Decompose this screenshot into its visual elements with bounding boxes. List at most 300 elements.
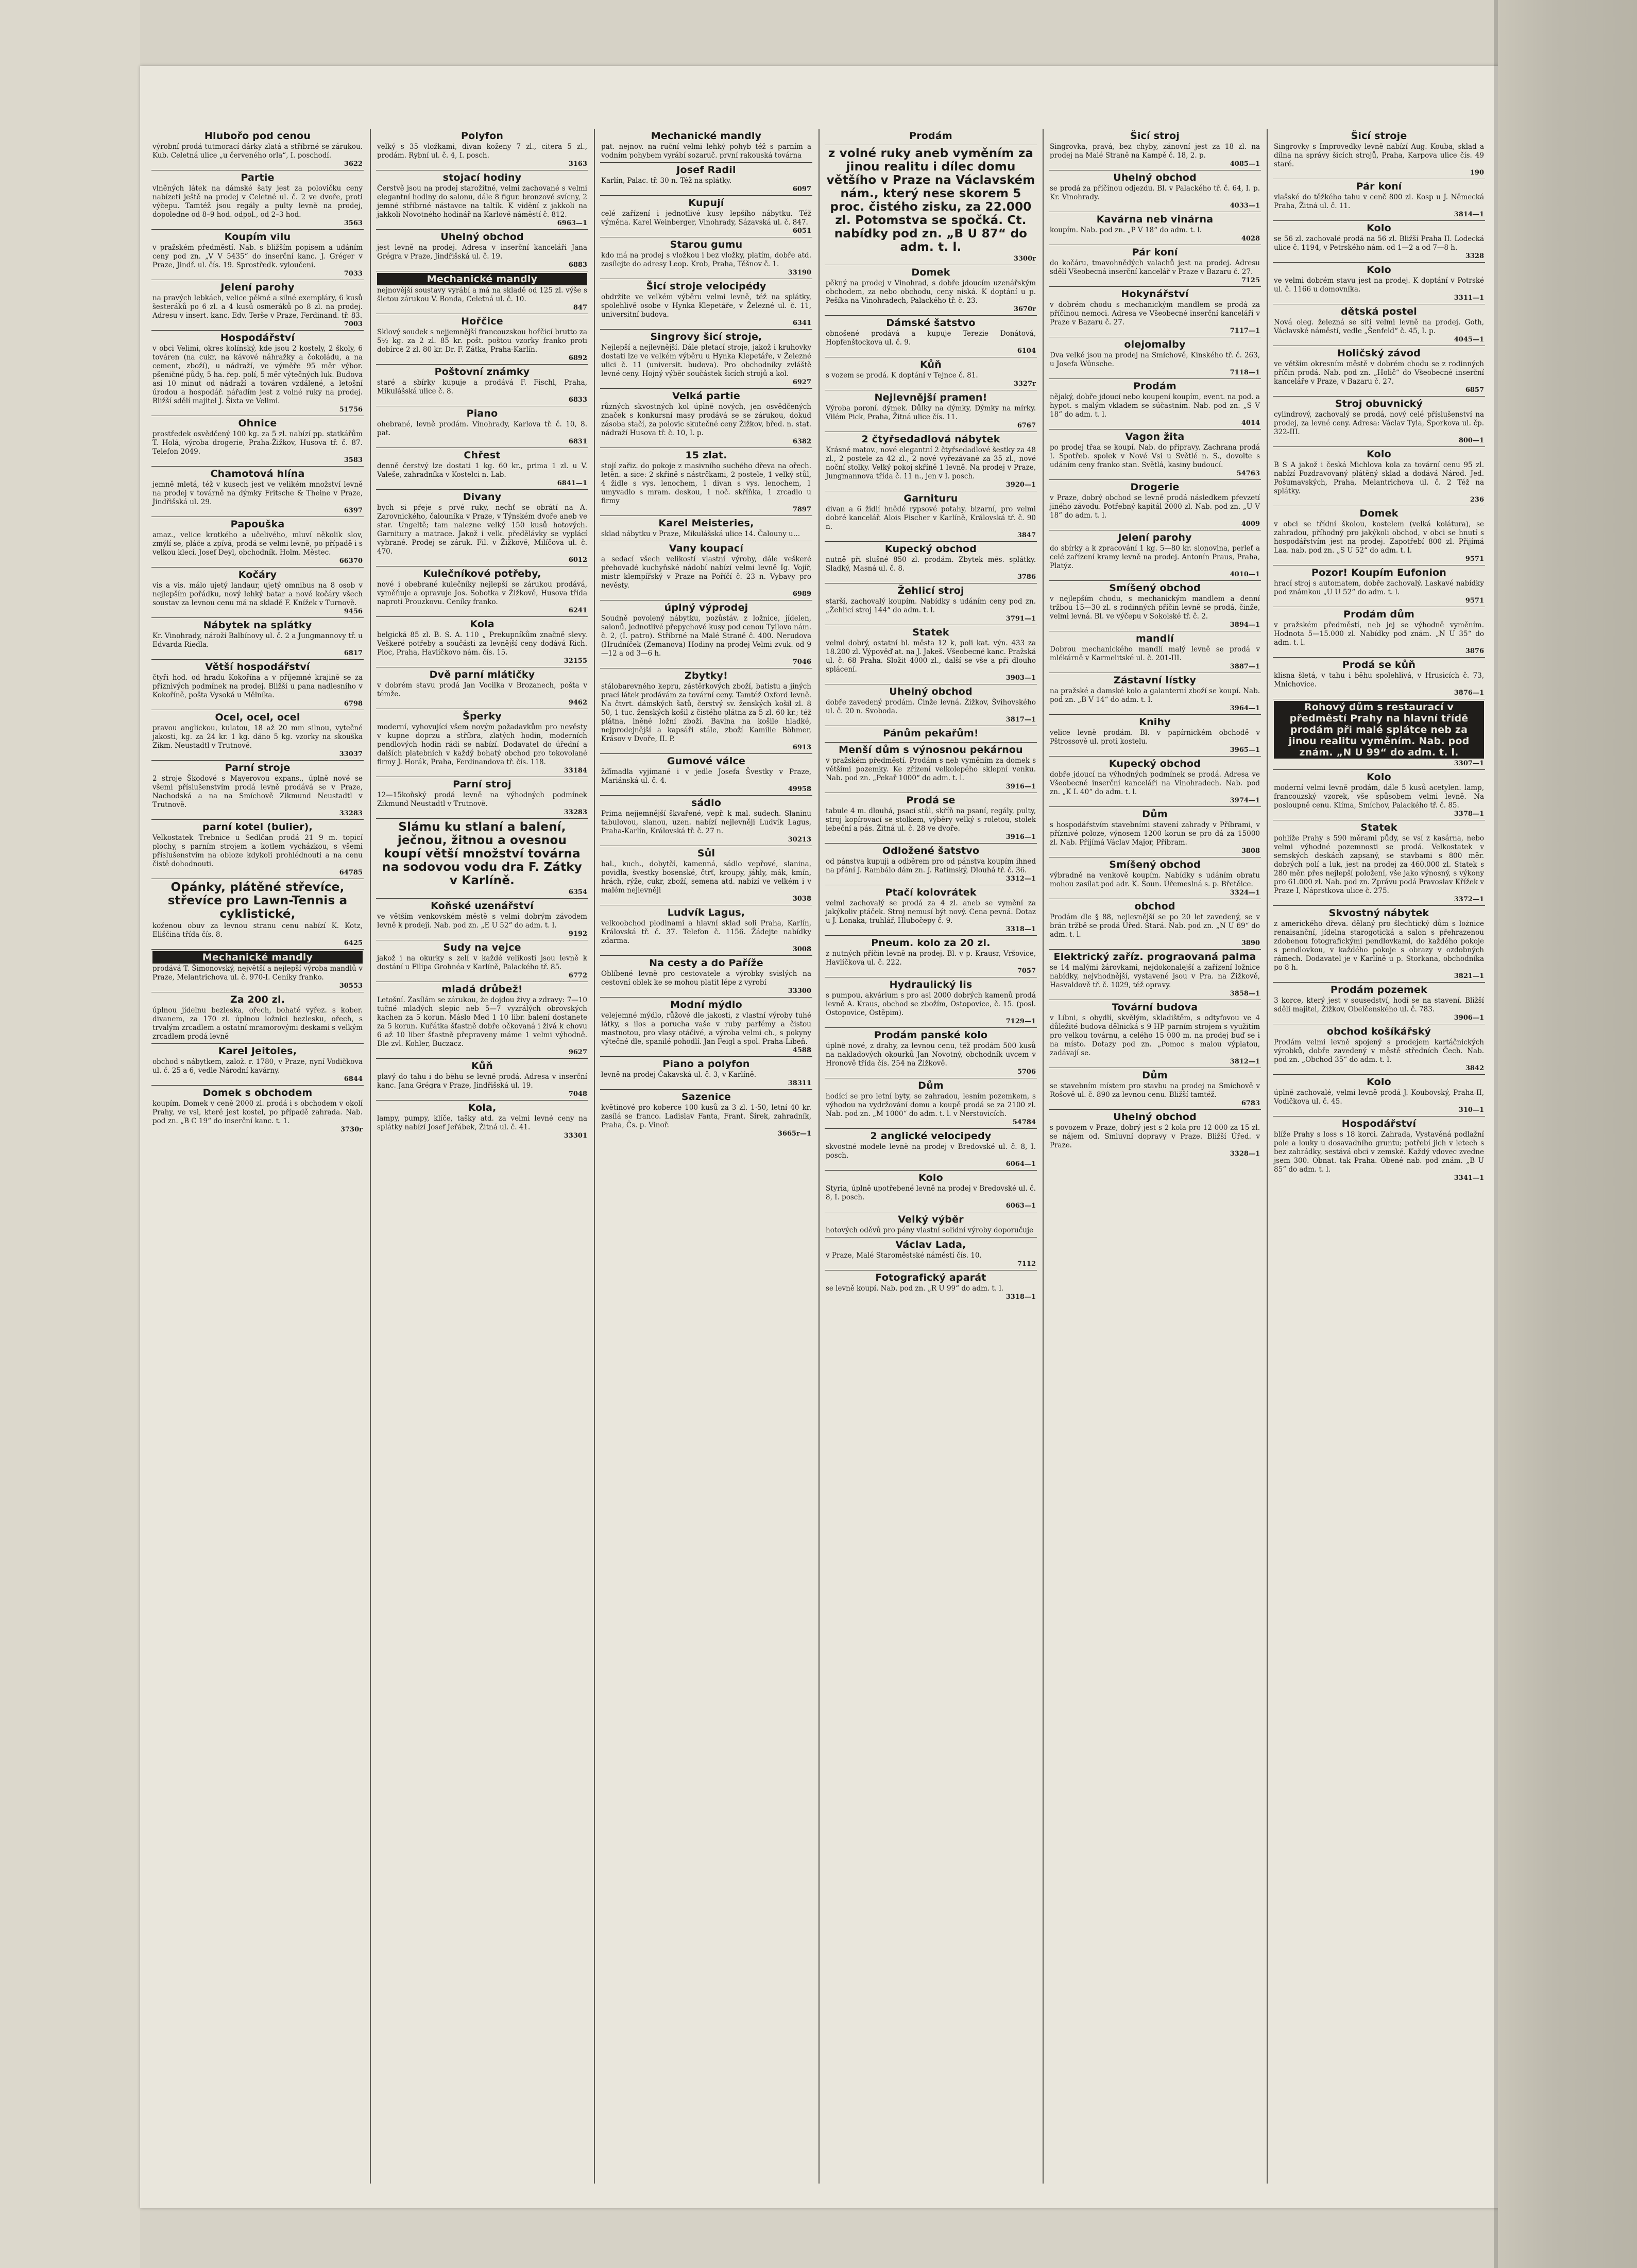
classified-ad bbox=[151, 280, 364, 330]
ad-code: 6354 bbox=[568, 888, 587, 896]
ad-code: 49958 bbox=[788, 785, 811, 793]
ad-headline: Smíšený obchod bbox=[1109, 582, 1201, 594]
classified-ad bbox=[151, 416, 364, 466]
ad-headline: Poštovní známky bbox=[434, 366, 530, 377]
ad-body: staré a sbírky kupuje a prodává F. Fischl, Praha, Mikulášská ulice č. 8. bbox=[377, 379, 587, 396]
ad-code: 3808 bbox=[1241, 847, 1260, 855]
ad-body: úplně nové, z drahy, za levnou cenu, též prodám 500 kusů na nakladových okourků Jan Novotný, obchodník uvcem v Hronově třída čís. 254 na Žižkově. bbox=[826, 1042, 1036, 1068]
ad-headline: Mechanické mandly bbox=[651, 130, 762, 142]
ad-headline: Menší dům s výnosnou pekárnou bbox=[839, 744, 1023, 755]
ad-headline: z volné ruky aneb vyměním za jinou realitu i dílec domu většího v Praze na Václavském nám., který nese skorem 5 proc. čistého zisku, za 22.000 zl. Potomstva se spočká. Ct. nabídky pod zn. „B U 87“ do adm. t. l. bbox=[826, 147, 1035, 254]
ad-headline: Knihy bbox=[1139, 716, 1171, 728]
ad-headline: Uhelný obchod bbox=[1113, 1111, 1197, 1123]
classified-ad bbox=[1273, 607, 1485, 657]
ad-body: velice levně prodám. Bl. v papírnickém obchodě v Pštrossově ul. proti kostelu. bbox=[1050, 729, 1260, 746]
ad-body: s pumpou, akvárium s pro asi 2000 dobrých kamenů prodá levně A. Kraus, obchod se zbožím, Ostopovice, č. 15. (posl. Ostopovice, Ostěpim). bbox=[826, 991, 1036, 1017]
classified-ad bbox=[1273, 262, 1485, 304]
classified-ad bbox=[1273, 396, 1485, 446]
ad-body: Krásné matov., nové elegantní 2 čtyřsedadlové šestky za 48 zl., 2 postele za 42 zl., 2 nové vyřezávané za 35 zl., nové noční stolky. Velký pokoj skříně 1 levně. Na prodej v Praze, Jungmannova třída č. 11 n., jen v I. posch. bbox=[826, 446, 1036, 480]
ad-headline: sádlo bbox=[691, 797, 722, 809]
classified-ad bbox=[376, 229, 588, 271]
ad-headline: Jelení parohy bbox=[220, 282, 295, 293]
ad-headline: Holičský závod bbox=[1337, 348, 1421, 359]
classified-ad bbox=[825, 1212, 1037, 1237]
ad-headline: Ohnice bbox=[238, 418, 277, 429]
ad-code: 9462 bbox=[568, 699, 587, 707]
classified-ad bbox=[376, 448, 588, 489]
ad-code: 3670r bbox=[1013, 305, 1036, 313]
ad-headline: Pánům pekařům! bbox=[883, 728, 979, 739]
ad-code: 3817—1 bbox=[1005, 716, 1036, 724]
classified-ad bbox=[151, 710, 364, 760]
ad-body: hotových oděvů pro pány vlastní solidní výroby doporučuje bbox=[826, 1226, 1034, 1234]
ad-code: 3964—1 bbox=[1230, 705, 1260, 712]
page-fold bbox=[1498, 0, 1637, 2268]
ad-body: se levně koupí. Nab. pod zn. „R U 99“ do adm. t. l. bbox=[826, 1284, 1004, 1293]
ad-code: 54784 bbox=[1012, 1119, 1036, 1126]
ad-headline: Josef Radil bbox=[676, 164, 736, 176]
ad-body: výrobní prodá tutmorací dárky zlatá a stříbrné se zárukou. Kub. Celetná ulice „u červeného orla“, I. poschodí. bbox=[152, 143, 363, 160]
ad-body: v Praze, dobrý obchod se levně prodá následkem převzetí jiného závodu. Potřebný kapitál 2000 zl. Nab. pod zn. „U V 18“ do adm. t. l. bbox=[1050, 494, 1260, 520]
classified-ad bbox=[600, 795, 812, 846]
ad-body: klisna šletá, v tahu i běhu spolehlivá, v Hrusicích č. 73, Mnichovice. bbox=[1274, 672, 1484, 689]
ad-headline: Kolo bbox=[1367, 222, 1391, 234]
classified-ad bbox=[600, 329, 812, 388]
classified-ad bbox=[1049, 857, 1261, 899]
ad-body: belgická 85 zl. B. S. A. 110 „ Prekupníkům značně slevy. Veškeré potřeby a součásti za levnější ceny dodává Rich. Ploc, Praha, Havlíčkovo nám. čís. 15. bbox=[377, 631, 587, 657]
column-3 bbox=[600, 129, 812, 2184]
ad-headline: Žehlicí stroj bbox=[897, 585, 964, 596]
ad-body: sklad nábytku v Praze, Mikulášská ulice 14. Čalouny u… bbox=[601, 530, 800, 538]
ad-headline: Domek s obchodem bbox=[202, 1087, 313, 1098]
ad-headline: Uhelný obchod bbox=[1113, 172, 1197, 183]
ad-headline: Karel Meisteries, bbox=[658, 518, 754, 529]
ad-body: hrací stroj s automatem, dobře zachovalý. Laskavé nabídky pod známkou „U U 52“ do adm. t. l. bbox=[1274, 579, 1484, 596]
ad-code: 3858—1 bbox=[1230, 990, 1260, 998]
ad-body: se prodá za příčinou odjezdu. Bl. v Palackého tř. č. 64, I. p. Kr. Vinohrady. bbox=[1050, 184, 1260, 201]
ad-body: Karlín, Palac. tř. 30 n. Též na splátky. bbox=[601, 177, 732, 185]
classified-ad bbox=[151, 1043, 364, 1085]
classified-ad bbox=[600, 955, 812, 997]
classified-ad bbox=[151, 170, 364, 229]
ad-code: 51756 bbox=[339, 406, 363, 414]
ad-code: 3341—1 bbox=[1454, 1174, 1484, 1182]
classified-ad bbox=[1273, 304, 1485, 346]
classified-ad bbox=[151, 330, 364, 416]
ad-headline: olejomalby bbox=[1124, 339, 1186, 350]
classified-ad bbox=[825, 1078, 1037, 1128]
ad-body: amaz., velice krotkého a učelivého, mluví několik slov, zmýlí se, pláče a zpívá, prodá se velmi levně, po případě i s velkou klecí. Josef Deyl, obchodník. Holm. Městec. bbox=[152, 531, 363, 557]
classified-ad bbox=[600, 1089, 812, 1140]
ad-headline: Uhelný obchod bbox=[889, 686, 973, 697]
ad-headline: Vany koupací bbox=[669, 543, 744, 554]
ad-body: Prodám dle § 88, nejlevnější se po 20 let zavedený, se v brán tržbě se prodá Úřed. Stará. Nab. pod zn. „N U 69“ do adm. t. l. bbox=[1050, 913, 1260, 939]
ad-code: 7897 bbox=[792, 506, 811, 513]
ad-headline: Rohový dům s restaurací v předměstí Prahy na hlavní třídě prodám při malé splátce neb za jinou realitu vyměním. Nab. pod znám. „N U 99“ do adm. t. l. bbox=[1274, 701, 1484, 759]
ad-headline: Velký výběr bbox=[898, 1214, 964, 1225]
classified-ad bbox=[376, 271, 588, 314]
ad-code: 6012 bbox=[568, 556, 587, 564]
ad-headline: Pár koní bbox=[1356, 181, 1402, 192]
classified-ad bbox=[825, 315, 1037, 357]
classified-ad bbox=[376, 818, 588, 898]
classified-ad bbox=[1273, 220, 1485, 262]
ad-headline: Stroj obuvnický bbox=[1335, 398, 1423, 409]
classified-ad bbox=[825, 145, 1037, 265]
ad-body: čtyři hod. od hradu Kokořína a v příjemné krajině se za přiznivých podmínek na prodej. Bližší u pana nadlesního v Kokoříně, pošta Vysoká u Mělníka. bbox=[152, 674, 363, 699]
ad-body: Oblíbené levně pro cestovatele a výrobky svislých na cestovní oblek ke se mohou platit lépe z vyrobí bbox=[601, 970, 811, 987]
column-rule bbox=[819, 129, 820, 2184]
classified-ad bbox=[1273, 446, 1485, 506]
classified-ad bbox=[825, 742, 1037, 793]
ad-code: 7125 bbox=[1241, 277, 1260, 284]
classified-ad bbox=[825, 684, 1037, 726]
ad-code: 4010—1 bbox=[1230, 571, 1260, 578]
ad-code: 33184 bbox=[564, 767, 587, 775]
ad-code: 6833 bbox=[568, 396, 587, 404]
classified-ad bbox=[1049, 580, 1261, 631]
ad-headline: Kupují bbox=[688, 197, 724, 209]
ad-body: pěkný na prodej v Vinohrad, s dobře jdoucím uzenářským obchodem, za nebo obchodu, ceny niská. K doptání u p. Pešíka na Vinohradech, Palackého tř. č. 23. bbox=[826, 279, 1036, 305]
ad-body: dobře zavedený prodám. Činže levná. Žižkov, Švihovského ul. č. 20 n. Svoboda. bbox=[826, 698, 1036, 715]
ad-headline: Dámské šatstvo bbox=[886, 317, 976, 329]
classified-ad bbox=[1049, 170, 1261, 212]
ad-headline: Piano bbox=[466, 408, 498, 419]
classified-ad bbox=[600, 388, 812, 448]
ad-headline: Parní stroj bbox=[453, 779, 511, 790]
ad-headline: Koupím vilu bbox=[224, 231, 291, 243]
ad-body: divan a 6 židlí hnědé rypsové potahy, bizarní, pro velmi dobré kancelář. Alois Fischer v Karlíně, Královská tř. č. 90 n. bbox=[826, 505, 1036, 531]
ad-headline: Garnituru bbox=[903, 493, 958, 504]
ad-body: nutně při slušné 850 zl. prodám. Zbytek měs. splátky. Sladký, Masná ul. č. 8. bbox=[826, 556, 1036, 573]
ad-headline: Ludvík Lagus, bbox=[667, 907, 745, 918]
ad-code: 190 bbox=[1470, 169, 1484, 177]
ad-body: ohebrané, levně prodám. Vinohrady, Karlova tř. č. 10, 8. pat. bbox=[377, 420, 587, 437]
ad-code: 38311 bbox=[788, 1079, 811, 1087]
ad-body: v dobrém stavu prodá Jan Vocilka v Brozanech, pošta v témže. bbox=[377, 681, 587, 698]
ad-code: 3163 bbox=[568, 160, 587, 168]
ad-code: 33037 bbox=[339, 750, 363, 758]
ad-code: 9627 bbox=[568, 1049, 587, 1056]
ad-headline: Kolo bbox=[1367, 449, 1391, 460]
ad-headline: úplný výprodej bbox=[664, 602, 748, 613]
ad-headline: Jelení parohy bbox=[1118, 532, 1192, 543]
ad-headline: Skvostný nábytek bbox=[1328, 907, 1429, 919]
ad-code: 33190 bbox=[788, 269, 811, 277]
ad-body: v obci Velimi, okres kolínský, kde jsou 2 kostely, 2 školy, 6 továren (na cukr, na kávové náhražky a čokoládu, a na cement, zboží), u nádraží, ve výměře 95 měr výbor. pšeničné půdy, 5 ha. řep. polí, 5 měr výtečných luk. Budova asi 10 minut od nádraží a továren vzdálené, a letošní úrodou a hospodář. nářadím jest z volné ruky na prodej. Bližší sdělí majitel J. Šixta ve Velimi. bbox=[152, 345, 363, 405]
classified-ad bbox=[1049, 899, 1261, 949]
ad-code: 3730r bbox=[340, 1126, 363, 1133]
classified-ad bbox=[825, 793, 1037, 843]
ad-code: 6841—1 bbox=[557, 479, 587, 487]
classified-ad bbox=[1049, 806, 1261, 857]
classified-ad bbox=[151, 229, 364, 280]
ad-body: denně čerstvý lze dostati 1 kg. 60 kr., prima 1 zl. u V. Valeše, zahradníka v Kostelci n. Lab. bbox=[377, 462, 587, 479]
ad-headline: Kolo bbox=[1367, 771, 1391, 783]
ad-code: 3791—1 bbox=[1005, 615, 1036, 623]
ad-code: 3307—1 bbox=[1454, 760, 1484, 767]
ad-code: 7048 bbox=[568, 1090, 587, 1098]
classified-ad bbox=[600, 162, 812, 195]
ad-code: 3812—1 bbox=[1230, 1058, 1260, 1066]
classified-ad bbox=[151, 949, 364, 992]
classified-ad bbox=[600, 846, 812, 905]
ad-body: celé zařízení i jednotlivé kusy lepšího nábytku. Též výměna. Karel Weinberger, Vinohrady, Sázavská ul. č. 847. bbox=[601, 210, 811, 227]
ad-body: prostředek osvědčený 100 kg. za 5 zl. nabízí pp. statkářům T. Holá, výroba drogerie, Praha-Žižkov, Husova tř. č. 87. Telefon 2049. bbox=[152, 430, 363, 456]
ad-body: velmi dobrý, ostatní bl. města 12 k, poli kat. výn. 433 za 18.200 zl. Výpověď at. na J. Jakeš. Všeobecné kanc. Pražská ul. č. 68 Praha. Složit 4000 zl., další se vše a při dlouho splácení. bbox=[826, 639, 1036, 674]
ad-headline: Kulečníkové potřeby, bbox=[423, 568, 541, 579]
ad-body: pravou anglickou, kulatou, 18 až 20 mm silnou, vytečné jakosti, kg. za 24 kr. 1 kg. dáno 5 kg. vzorky na skouška Zikm. Neustadtl v Trutnově. bbox=[152, 724, 363, 750]
ad-headline: Starou gumu bbox=[670, 239, 743, 250]
classified-ad bbox=[151, 466, 364, 517]
ad-code: 6844 bbox=[344, 1075, 363, 1083]
ad-body: 3 korce, který jest v sousedství, hodí se na stavení. Bližší sdělí majitel, Žižkov, Obelčenského ul. č. 783. bbox=[1274, 996, 1484, 1013]
ad-code: 30553 bbox=[339, 982, 363, 990]
ad-headline: Větší hospodářství bbox=[205, 661, 310, 673]
ad-body: jest levně na prodej. Adresa v inserční kanceláři Jana Grégra v Praze, Jindřišská ul. č. 19. bbox=[377, 244, 587, 261]
ad-body: Soudně povolený nábytku, pozůstáv. z ložnice, jídelen, salonů, jednotlivé přepychové kusy pod cenou Tyllovo nám. č. 2, (I. patro). Stříbrné na Malé Straně č. 400. Nerudova (Hrudníček (Zemanova) Hodiny na prodej Velmi zvuk. od 9—12 a od 3—6 h. bbox=[601, 614, 811, 658]
ad-code: 9571 bbox=[1465, 597, 1484, 605]
classified-ad bbox=[825, 726, 1037, 742]
classified-ad bbox=[825, 541, 1037, 583]
classified-ad bbox=[1049, 949, 1261, 1000]
ad-code: 3965—1 bbox=[1230, 746, 1260, 754]
classified-ad bbox=[600, 279, 812, 329]
classified-ad bbox=[1273, 820, 1485, 905]
ad-code: 6883 bbox=[568, 261, 587, 269]
ad-body: velmi zachovalý se prodá za 4 zl. aneb se vymění za jakýkoliv ptáček. Stroj nemusí být nový. Cena pevná. Dotaz u J. Lonaka, truhlář, Hlubočepy č. 9. bbox=[826, 899, 1036, 925]
ad-body: v obci se třídní školou, kostelem (velká kolátura), se zahradou, příhodný pro jakýkoli obchod, v obci se hnutí s hospodářstvím jest na prodej. Zapotřebí 800 zl. Přijímá Laa. nab. pod zn. „S U 52“ do adm. t. l. bbox=[1274, 520, 1484, 555]
ad-body: ve velmi dobrém stavu jest na prodej. K doptání v Potrské ul. č. 1166 u domovníka. bbox=[1274, 277, 1484, 294]
ad-headline: Hokynářství bbox=[1121, 288, 1189, 300]
ad-code: 3876—1 bbox=[1454, 689, 1484, 697]
ad-headline: Kola, bbox=[468, 1102, 497, 1113]
ad-headline: 15 zlat. bbox=[685, 450, 727, 461]
ad-code: 6798 bbox=[344, 700, 363, 708]
ad-headline: Prodám dům bbox=[1343, 609, 1415, 620]
ad-headline: Kůň bbox=[471, 1060, 493, 1072]
classified-ad bbox=[151, 879, 364, 949]
ad-code: 6772 bbox=[568, 972, 587, 980]
classified-ad bbox=[151, 819, 364, 879]
ad-code: 3903—1 bbox=[1005, 674, 1036, 682]
ad-body: s hospodářstvím stavebními stavení zahrady v Příbrami, v příznivé poloze, výnosem 1200 korun se pro dá za 15000 zl. Nab. Přijímá Václav Major, Příbram. bbox=[1050, 821, 1260, 847]
ad-code: 3311—1 bbox=[1454, 294, 1484, 302]
ad-headline: Hospodářství bbox=[1341, 1118, 1417, 1129]
classified-ad bbox=[1049, 212, 1261, 245]
classified-ad bbox=[1273, 699, 1485, 769]
ad-body: Dobrou mechanického mandlí malý levně se prodá v mlékárně v Karmelitské ul. č. 201-III. bbox=[1050, 645, 1260, 662]
ad-headline: Kolo bbox=[918, 1172, 943, 1183]
classified-ad bbox=[825, 1027, 1037, 1078]
ad-headline: Gumové válce bbox=[667, 755, 746, 767]
ad-headline: obchod košíkářský bbox=[1326, 1026, 1431, 1037]
ad-code: 6892 bbox=[568, 354, 587, 362]
classified-ad bbox=[151, 517, 364, 567]
ad-code: 3318—1 bbox=[1005, 925, 1036, 933]
ad-body: koupím. Nab. pod zn. „P V 18“ do adm. t. l. bbox=[1050, 226, 1202, 234]
classified-ad bbox=[1273, 179, 1485, 220]
classified-ad bbox=[376, 406, 588, 448]
ad-code: 6063—1 bbox=[1005, 1202, 1036, 1210]
ad-body: v dobrém chodu s mechanickým mandlem se prodá za příčinou nemoci. Adresa ve Všeobecné inserční kanceláři v Praze v Bazaru č. 27. bbox=[1050, 301, 1260, 327]
ad-headline: Šicí stroj bbox=[1130, 130, 1180, 142]
ad-code: 3008 bbox=[792, 946, 811, 953]
ad-code: 6783 bbox=[1241, 1099, 1260, 1107]
ad-headline: Singrovy šicí stroje, bbox=[650, 331, 762, 342]
classified-ad bbox=[825, 1237, 1037, 1270]
classified-ad bbox=[151, 1085, 364, 1136]
ad-body: Prodám velmi levně spojený s prodejem kartáčnických výrobků, dobře zavedený v městě středních Čech. Nab. pod zn. „Obchod 35“ do adm. t. l. bbox=[1274, 1038, 1484, 1064]
classified-ad bbox=[600, 541, 812, 600]
ad-headline: Prodá se bbox=[906, 795, 956, 806]
ad-code: 4009 bbox=[1241, 520, 1260, 528]
ad-code: 9456 bbox=[344, 608, 363, 615]
ad-code: 3876 bbox=[1465, 647, 1484, 655]
classified-ad bbox=[151, 567, 364, 617]
ad-code: 64785 bbox=[339, 869, 363, 877]
ad-body: na pražské a damské kolo a galanterní zboží se koupí. Nab. pod zn. „B V 14“ do adm. t. l. bbox=[1050, 687, 1260, 704]
classified-ad bbox=[376, 566, 588, 616]
ad-code: 4085—1 bbox=[1230, 160, 1260, 168]
ad-code: 3842 bbox=[1465, 1064, 1484, 1072]
classified-ad bbox=[376, 1100, 588, 1142]
ad-code: 3916—1 bbox=[1005, 783, 1036, 791]
ad-headline: Karel Jeitoles, bbox=[218, 1045, 297, 1057]
ad-headline: Dům bbox=[1142, 1070, 1168, 1081]
classified-ad bbox=[1273, 657, 1485, 699]
ad-body: obnošené prodává a kupuje Terezie Donátová, Hopfenštockova ul. č. 9. bbox=[826, 330, 1036, 347]
ad-headline: Mechanické mandly bbox=[377, 273, 587, 285]
ad-body: cylindrový, zachovalý se prodá, nový celé příslušenství na prodej, za levné ceny. Adresa: Václav Tyla, Šporkova ul. čp. 322-III. bbox=[1274, 410, 1484, 436]
classified-ad bbox=[376, 940, 588, 982]
classified-ad bbox=[376, 982, 588, 1058]
ad-code: 3318—1 bbox=[1005, 1293, 1036, 1301]
column-rule bbox=[594, 129, 595, 2184]
classified-ad bbox=[600, 600, 812, 668]
classified-ad bbox=[1049, 1000, 1261, 1068]
ad-code: 847 bbox=[573, 304, 587, 312]
ad-code: 7129—1 bbox=[1005, 1018, 1036, 1025]
ad-code: 7112 bbox=[1017, 1260, 1036, 1268]
ad-code: 6382 bbox=[792, 438, 811, 445]
classified-ad bbox=[376, 1058, 588, 1100]
ad-body: z nutných příčin levně na prodej. Bl. v p. Krausr, Vršovice, Havlíčkova ul. č. 222. bbox=[826, 950, 1036, 967]
ad-headline: Šperky bbox=[463, 711, 502, 722]
classified-ad bbox=[825, 390, 1037, 432]
ad-body: se 14 malými žárovkami, nejdokonalejší a zařízení ložnice nabídky, nejvhodnější, vystavené jsou v Pra. na Žižkově, Hasvaldově tř. č. 1029, též opravy. bbox=[1050, 964, 1260, 989]
classified-ad bbox=[600, 753, 812, 795]
ad-code: 30213 bbox=[788, 836, 811, 844]
classified-ad bbox=[376, 129, 588, 170]
ad-headline: Vagon žita bbox=[1125, 431, 1185, 442]
ad-headline: Partie bbox=[241, 172, 275, 183]
ad-code: 6963—1 bbox=[557, 219, 587, 227]
ad-headline: Pozor! Koupím Eufonion bbox=[1311, 567, 1447, 578]
classified-ad bbox=[376, 709, 588, 777]
ad-body: lampy, pumpy, klíče, tašky atd. za velmi levné ceny na splátky nabízí Josef Jeřábek, Žitná ul. č. 41. bbox=[377, 1114, 587, 1131]
classified-ad bbox=[376, 616, 588, 667]
ad-body: žďímadla vyjímané i v jedle Josefa Švestky v Praze, Mariánská ul. č. 4. bbox=[601, 768, 811, 785]
ad-body: kdo má na prodej s vložkou i bez vložky, platím, dobře atd. zasílejte do adresy Leop. Krob, Praha, Těšnov č. 1. bbox=[601, 251, 811, 268]
ad-body: starší, zachovalý koupím. Nabídky s udáním ceny pod zn. „Žehlicí stroj 144“ do adm. t. l. bbox=[826, 597, 1036, 614]
ad-headline: Parní stroje bbox=[225, 762, 291, 774]
ad-code: 9192 bbox=[568, 930, 587, 938]
ad-code: 6767 bbox=[1017, 422, 1036, 429]
ad-code: 4033—1 bbox=[1230, 202, 1260, 210]
ad-body: do sbírky a k zpracování 1 kg. 5—80 kr. slonovina, perleť a celé zařízení kramy levně na prodej. Antonín Praus, Praha, Platýz. bbox=[1050, 544, 1260, 570]
classified-ad bbox=[600, 195, 812, 237]
ad-headline: Tovární budova bbox=[1112, 1002, 1198, 1013]
ad-headline: Ocel, ocel, ocel bbox=[215, 712, 300, 723]
ad-code: 3622 bbox=[344, 160, 363, 168]
ad-code: 6097 bbox=[792, 185, 811, 193]
ad-headline: dětská postel bbox=[1341, 306, 1417, 317]
ad-code: 6051 bbox=[792, 227, 811, 235]
classified-ad bbox=[376, 364, 588, 406]
classified-ad bbox=[600, 448, 812, 516]
ad-headline: Dvě parní mlátičky bbox=[429, 669, 535, 680]
ad-body: Styria, úplně upotřebené levně na prodej v Bredovské ul. č. 8, I. posch. bbox=[826, 1184, 1036, 1201]
ad-headline: mladá drůbež! bbox=[441, 984, 523, 995]
ad-body: a sedací všech velikostí vlastní výroby, dále veškeré přehovadé kuchyňské nádobí nabízí velmi levně Ig. Vojíř, mistr klempířský v Praze na Poříčí č. 23 n. Vybavy pro nevěsty. bbox=[601, 555, 811, 590]
ad-body: 12—15koňský prodá levně na výhodných podmínek Zikmund Neustadtl v Trutnově. bbox=[377, 791, 587, 808]
ad-headline: Václav Lada, bbox=[895, 1239, 966, 1250]
classified-ad bbox=[151, 129, 364, 170]
ad-code: 33300 bbox=[788, 987, 811, 995]
ad-body: Nová oleg. železná se síti velmi levně na prodej. Goth, Václavské náměstí, vedle „Šenfeld“ č. 45, I. p. bbox=[1274, 318, 1484, 335]
ad-headline: Šicí stroje velocipédy bbox=[646, 281, 766, 292]
column-rule bbox=[1267, 129, 1268, 2184]
ad-body: květinové pro koberce 100 kusů za 3 zl. 1·50, letní 40 kr. zasílá se franco. Ladislav Fanta, Frant. Šírek, zahradník, Praha, Čs. p. Vinoř. bbox=[601, 1104, 811, 1129]
ad-body: pohlíže Prahy s 590 měrami půdy, se vsí z kasárna, nebo velmi výhodné pozemnosti se prodá. Velkostatek v semských deskách zapsaný, se stavbami s 800 měr. dobrých polí a luk, jest na prodej za 460.000 zl. Statek s 280 měr. přes nejlepší položení, vše jako výnosný, s výkony pro 61.000 zl. Nab. pod zn. Zprávu podá Pravoslav Křížek v Praze I, Náprstkova ulice č. 275. bbox=[1274, 834, 1484, 895]
ad-code: 3312—1 bbox=[1005, 875, 1036, 883]
ad-code: 3327r bbox=[1013, 380, 1036, 388]
ad-body: bych si přeje s prvé ruky, nechť se obrátí na A. Zarovnického, čalouníka v Praze, v Týnském dvoře aneb ve star. Ungeltě; tam nalezne velký 150 kusů hotových. Garnitury a matrace. Jakož i velk. předělávky se vyplácí vybrané. Prodej se záruk. Fil. v Žižkově, Milíčova ul. č. 470. bbox=[377, 504, 587, 556]
ad-body: Sklový soudek s nejjemnější francouzskou hořčicí brutto za 5½ kg. za 2 zl. 85 kr. pošt. poštou vzorky franko proti dobírce 2 zl. 80 kr. Dr. F. Zátka, Praha-Karlín. bbox=[377, 328, 587, 354]
ad-body: Čerstvě jsou na prodej starožitné, velmi zachované s velmi elegantní hodiny do salonu, dále 8 figur. bronzové svícny, 2 jemné stříbrné nástavce na taltík. K vidění z jakkoli na jakkoli Novotného hodinář na Karlově náměstí č. 812. bbox=[377, 184, 587, 219]
ad-headline: 2 anglické velocipedy bbox=[870, 1130, 992, 1142]
ad-headline: Drogerie bbox=[1130, 482, 1180, 493]
classified-ad bbox=[1273, 129, 1485, 179]
ad-body: koženou obuv za levnou stranu cenu nabízí K. Kotz, Eliščina třída čís. 8. bbox=[152, 922, 363, 939]
classified-ad bbox=[600, 129, 812, 162]
ad-headline: Domek bbox=[1359, 508, 1399, 519]
ad-body: jemně mletá, též v kusech jest ve velikém množství levně na prodej v továrně na dýmky Fritsche & Theine v Praze, Jindřišská ul. 29. bbox=[152, 480, 363, 506]
classified-ad bbox=[1273, 905, 1485, 982]
ad-body: Letošní. Zasílám se zárukou, že dojdou živy a zdravy: 7—10 tučné mladých slepic neb 5—7 vyzrálých obrovských kachen za 5 korun. Máslo Med 1 10 libr. balení dostanete za 5 korun. Kuřátka šťastně dobře očkovaná i živá k chovu 6 až 10 liber šťastně přepraveny máme 1 velmi výhodně. Dle zvl. Kohler, Buczacz. bbox=[377, 996, 587, 1048]
ad-headline: Kola bbox=[470, 618, 494, 630]
classified-ad bbox=[825, 1170, 1037, 1212]
ad-headline: Hořčice bbox=[461, 316, 503, 327]
ad-body: levně na prodej Čakavská ul. č. 3, v Karlíně. bbox=[601, 1071, 756, 1079]
classified-ad bbox=[376, 170, 588, 229]
ad-headline: Modní mýdlo bbox=[670, 999, 742, 1010]
classified-ad bbox=[1049, 1068, 1261, 1109]
ad-code: 7003 bbox=[344, 320, 363, 328]
ad-body: jakož i na okurky s zelí v každé velikosti jsou levně k dostání u Filipa Grohnéa v Karlíně, Palackého tř. 85. bbox=[377, 954, 587, 971]
ad-headline: Odložené šatstvo bbox=[882, 845, 980, 856]
ad-code: 6241 bbox=[568, 607, 587, 614]
ad-headline: Opánky, plátěné střevíce, střevíce pro Lawn-Tennis a cyklistické, bbox=[167, 881, 348, 921]
classified-ad bbox=[151, 760, 364, 819]
column-rule bbox=[1043, 129, 1044, 2184]
scan-left-margin bbox=[0, 0, 140, 2268]
ad-body: Výroba poroní. dýmek. Důlky na dýmky, Dýmky na mírky. Vilém Pick, Praha, Žitná ulice čís. 11. bbox=[826, 404, 1036, 421]
classified-ad bbox=[1049, 129, 1261, 170]
ad-body: stálobarevného kepru, zástěrkových zboží, batistu a jiných prací látek prodávám za tovární ceny. Tamtéž Oxford levně. Na čtvrt. dámských šatů, čerstvý sv. ženských košil zl. 8 50, 1 tuc. ženských košil z čistého plátna za 5 zl. 60 kr.; též plátna, lněné ložní zboží. Bavlna na košile hladké, nejprodejnější a kapsáři stále, zboží Kamilie Böhmer, Krásov v Dvoře, II. P. bbox=[601, 682, 811, 743]
ad-body: nejnovější soustavy vyrábí a má na skladě od 125 zl. výše s šletou zárukou V. Bonda, Celetná ul. č. 10. bbox=[377, 286, 587, 303]
